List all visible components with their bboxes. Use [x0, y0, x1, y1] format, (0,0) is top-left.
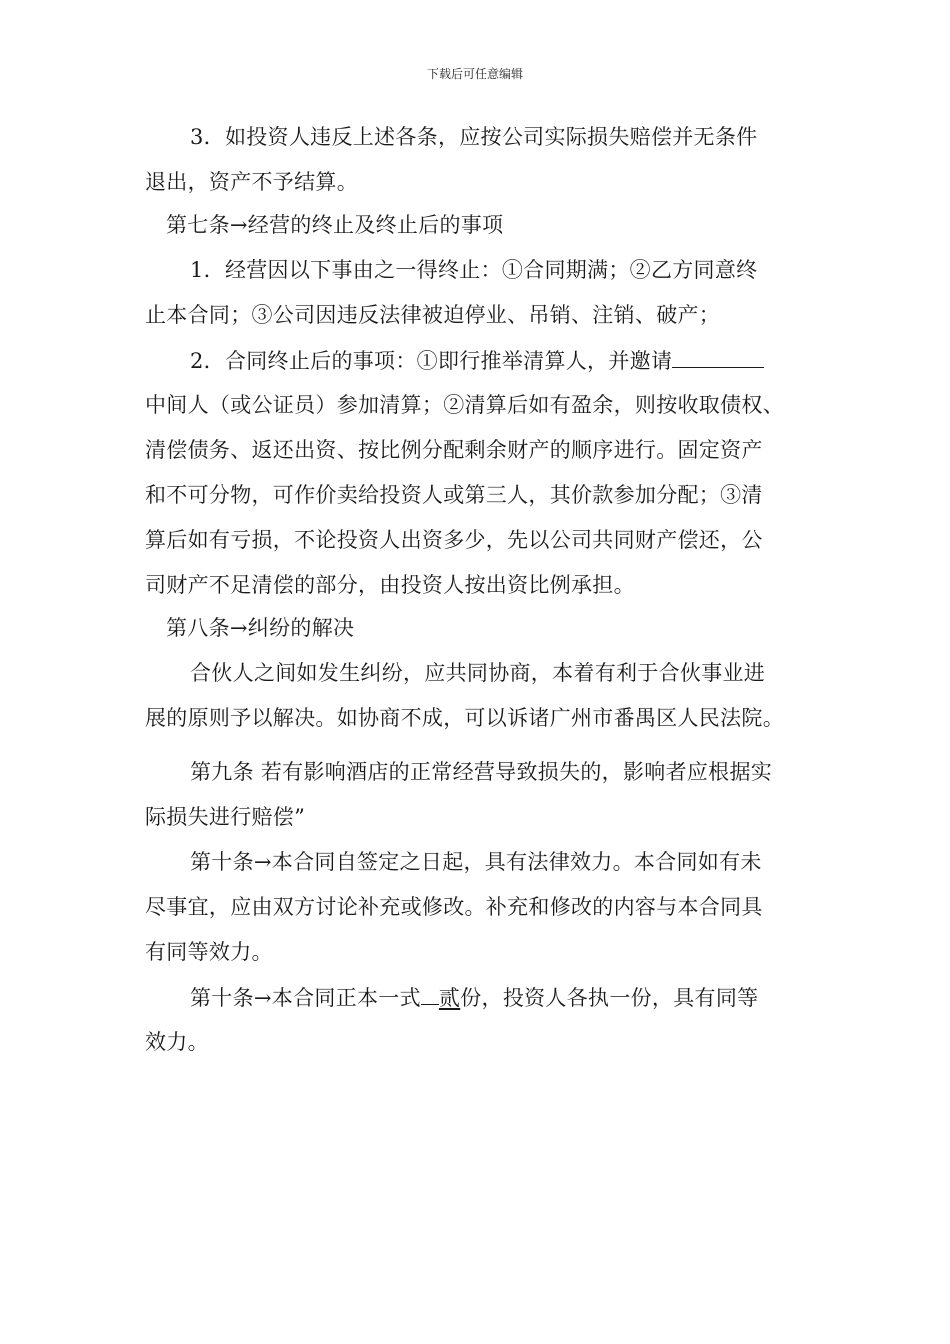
paragraph-line: 第九条 若有影响酒店的正常经营导致损失的，影响者应根据实: [190, 760, 773, 784]
paragraph-text: 第十条→本合同正本一式: [190, 986, 421, 1010]
blank-fill-line: [421, 982, 439, 1005]
paragraph-line: 中间人（或公证员）参加清算；②清算后如有盈余，则按收取债权、: [145, 393, 784, 417]
paragraph-line: 和不可分物，可作价卖给投资人或第三人，其价款参加分配；③清: [145, 483, 763, 507]
page-header: 下载后可任意编辑: [426, 67, 523, 81]
paragraph-line: 际损失进行赔偿”: [145, 805, 306, 829]
paragraph-line: 1．经营因以下事由之一得终止：①合同期满；②乙方同意终: [190, 258, 758, 282]
paragraph-line: 有同等效力。: [145, 940, 273, 964]
paragraph-line: 清偿债务、返还出资、按比例分配剩余财产的顺序进行。固定资产: [145, 438, 763, 462]
paragraph-line: 算后如有亏损，不论投资人出资多少，先以公司共同财产偿还，公: [145, 528, 763, 552]
paragraph-line: 司财产不足清偿的部分，由投资人按出资比例承担。: [145, 573, 635, 597]
paragraph-line: [190, 345, 764, 376]
paragraph-line: 效力。: [145, 1030, 209, 1054]
paragraph-line: 展的原则予以解决。如协商不成，可以诉诸广州市番禺区人民法院。: [145, 706, 784, 730]
paragraph-line: [190, 982, 758, 1013]
paragraph-text: 份，投资人各执一份，具有同等: [460, 986, 759, 1010]
paragraph-line: 合伙人之间如发生纠纷，应共同协商，本着有利于合伙事业进: [190, 661, 766, 685]
article-heading: 第八条→纠纷的解决: [166, 616, 355, 640]
article-heading: 第七条→经营的终止及终止后的事项: [166, 213, 504, 237]
paragraph-line: 3．如投资人违反上述各条，应按公司实际损失赔偿并无条件: [190, 125, 758, 149]
paragraph-line: 尽事宜，应由双方讨论补充或修改。补充和修改的内容与本合同具: [145, 895, 763, 919]
filled-blank: 贰: [438, 986, 461, 1010]
blank-fill-line: [672, 345, 764, 368]
paragraph-line: 止本合同；③公司因违反法律被迫停业、吊销、注销、破产；: [145, 303, 721, 327]
paragraph-line: 退出，资产不予结算。: [145, 170, 358, 194]
paragraph-line: 第十条→本合同自签定之日起，具有法律效力。本合同如有未: [190, 850, 762, 874]
paragraph-text: 2．合同终止后的事项：①即行推举清算人，并邀请: [190, 349, 673, 373]
